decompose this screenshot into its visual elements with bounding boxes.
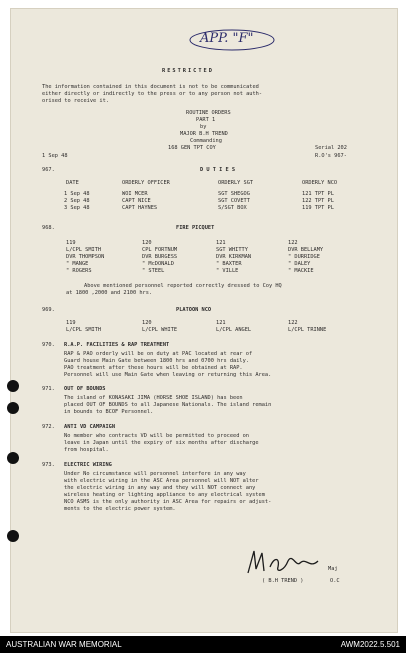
section-number: 970. [42, 342, 55, 348]
duties-header: ORDERLY SGT [218, 180, 254, 186]
picquet-cell: SGT WHITTY [216, 247, 248, 253]
picquet-cell: " DALEY [288, 261, 311, 267]
picquet-cell: 120 [142, 240, 152, 246]
section-number: 973. [42, 462, 55, 468]
order-role: Commanding [190, 138, 222, 144]
picquet-cell: " ROGERS [66, 268, 92, 274]
section-line: ments to the electric power system. [64, 506, 176, 512]
platoon-cell: L/CPL WHITE [142, 327, 178, 333]
section-number: 968. [42, 225, 55, 231]
picquet-cell: DVR KIRKMAN [216, 254, 252, 260]
platoon-cell: 122 [288, 320, 298, 326]
picquet-cell: 121 [216, 240, 226, 246]
section-number: 971. [42, 386, 55, 392]
punch-hole [7, 530, 19, 542]
section-line: with electric wiring in the ASC Area personnel will NOT alter [64, 478, 259, 484]
duties-cell: 119 TPT PL [302, 205, 334, 211]
platoon-title: PLATOON NCO [176, 307, 212, 313]
signature-appointment: O.C [330, 578, 340, 584]
section-number: 967. [42, 167, 55, 173]
picquet-cell: " BAXTER [216, 261, 242, 267]
duties-cell: SGT SHEGOG [218, 191, 250, 197]
duties-cell: 121 TPT PL [302, 191, 334, 197]
picquet-cell: " MANGE [66, 261, 89, 267]
signature [240, 547, 340, 577]
archive-footer [0, 636, 406, 653]
notice-line: either directly or indirectly to the press or to any person not auth- [42, 91, 263, 97]
platoon-cell: L/CPL SMITH [66, 327, 102, 333]
serial-label: Serial 202 [315, 145, 347, 151]
section-line: Under No circumstance will personnel interfere in any way [64, 471, 246, 477]
picquet-cell: " VILLE [216, 268, 239, 274]
section-title: R.A.P. FACILITIES & RAP TREATMENT [64, 342, 170, 348]
duties-cell: 2 Sep 48 [64, 198, 90, 204]
order-date: 1 Sep 48 [42, 153, 68, 159]
picquet-cell: L/CPL SMITH [66, 247, 102, 253]
duties-cell: WOI MCER [122, 191, 148, 197]
section-line: leave in Japan until the expiry of six months after discharge [64, 440, 259, 446]
picquet-cell: 119 [66, 240, 76, 246]
section-line: The island of KONASAKI JIMA (HORSE SHOE ISLAND) has been [64, 395, 243, 401]
section-line: Guard house Main Gate between 1800 hrs and 0700 hrs daily. [64, 358, 249, 364]
order-part: PART 1 [196, 117, 216, 123]
picquet-note: at 1800 ,2000 and 2100 hrs. [66, 290, 153, 296]
section-line: wireless heating or lighting appliance to any electrical system [64, 492, 265, 498]
notice-line: The information contained in this document is not to be communicated [42, 84, 259, 90]
duties-cell: CAPT NICE [122, 198, 151, 204]
section-line: NCO ASMS is the only authority in ASC Area for repairs or adjust- [64, 499, 272, 505]
picquet-title: FIRE PICQUET [176, 225, 215, 231]
picquet-cell: CPL FORTNUM [142, 247, 178, 253]
duties-cell: SGT COVETT [218, 198, 250, 204]
duties-cell: 3 Sep 48 [64, 205, 90, 211]
duties-cell: 122 TPT PL [302, 198, 334, 204]
signature-name: ( B.H TREND ) [262, 578, 304, 584]
signature-scrawl [240, 547, 340, 577]
picquet-cell: DVR BURGESS [142, 254, 178, 260]
signature-rank: Maj [328, 566, 338, 572]
classification: RESTRICTED [162, 68, 214, 74]
picquet-note: Above mentioned personnel reported correctly dressed to Coy HQ [84, 283, 282, 289]
punch-hole [7, 452, 19, 464]
section-number: 969. [42, 307, 55, 313]
picquet-cell: " MACKIE [288, 268, 314, 274]
section-title: ANTI VD CAMPAIGN [64, 424, 116, 430]
duties-header: DATE [66, 180, 79, 186]
punch-hole [7, 402, 19, 414]
platoon-cell: L/CPL ANGEL [216, 327, 252, 333]
duties-cell: 1 Sep 48 [64, 191, 90, 197]
section-title: ELECTRIC WIRING [64, 462, 112, 468]
order-by: by [200, 124, 207, 130]
section-line: Personnel will use Main Gate when leaving or returning this Area. [64, 372, 272, 378]
section-line: No member who contracts VD will be permitted to proceed on [64, 433, 249, 439]
picquet-cell: DVR THOMPSON [66, 254, 105, 260]
picquet-cell: 122 [288, 240, 298, 246]
order-title: ROUTINE ORDERS [186, 110, 231, 116]
duties-header: ORDERLY NCO [302, 180, 338, 186]
footer-source: AUSTRALIAN WAR MEMORIAL [6, 640, 122, 649]
section-line: RAP & PAO orderly will be on duty at PAC located at rear of [64, 351, 253, 357]
duties-cell: CAPT HAYNES [122, 205, 158, 211]
platoon-cell: L/CPL TRINNE [288, 327, 327, 333]
annotation-text: APP. "F" [200, 31, 254, 46]
serial-number: R.O's 967- [315, 153, 347, 159]
section-line: the electric wiring in any way and they will NOT connect any [64, 485, 256, 491]
section-line: from hospital. [64, 447, 109, 453]
order-unit: 168 GEN TPT COY [168, 145, 216, 151]
platoon-cell: 119 [66, 320, 76, 326]
appendix-annotation [188, 28, 278, 52]
section-line: placed OUT OF BOUNDS to all Japanese Nationals. The island remain [64, 402, 272, 408]
platoon-cell: 120 [142, 320, 152, 326]
platoon-cell: 121 [216, 320, 226, 326]
duties-cell: S/SGT BOX [218, 205, 247, 211]
section-number: 972. [42, 424, 55, 430]
duties-header: ORDERLY OFFICER [122, 180, 170, 186]
duties-title: D U T I E S [200, 167, 236, 173]
footer-accession: AWM2022.5.501 [340, 640, 400, 649]
picquet-cell: " STEEL [142, 268, 165, 274]
section-line: in bounds to BCOF Personnel. [64, 409, 154, 415]
picquet-cell: " DURRIDGE [288, 254, 320, 260]
punch-hole [7, 380, 19, 392]
section-title: OUT OF BOUNDS [64, 386, 106, 392]
order-officer: MAJOR B.H TREND [180, 131, 228, 137]
notice-line: orised to receive it. [42, 98, 109, 104]
picquet-cell: " McDONALD [142, 261, 174, 267]
picquet-cell: DVR BELLAMY [288, 247, 324, 253]
section-line: PAO treatment after these hours will be obtained at RAP. [64, 365, 243, 371]
